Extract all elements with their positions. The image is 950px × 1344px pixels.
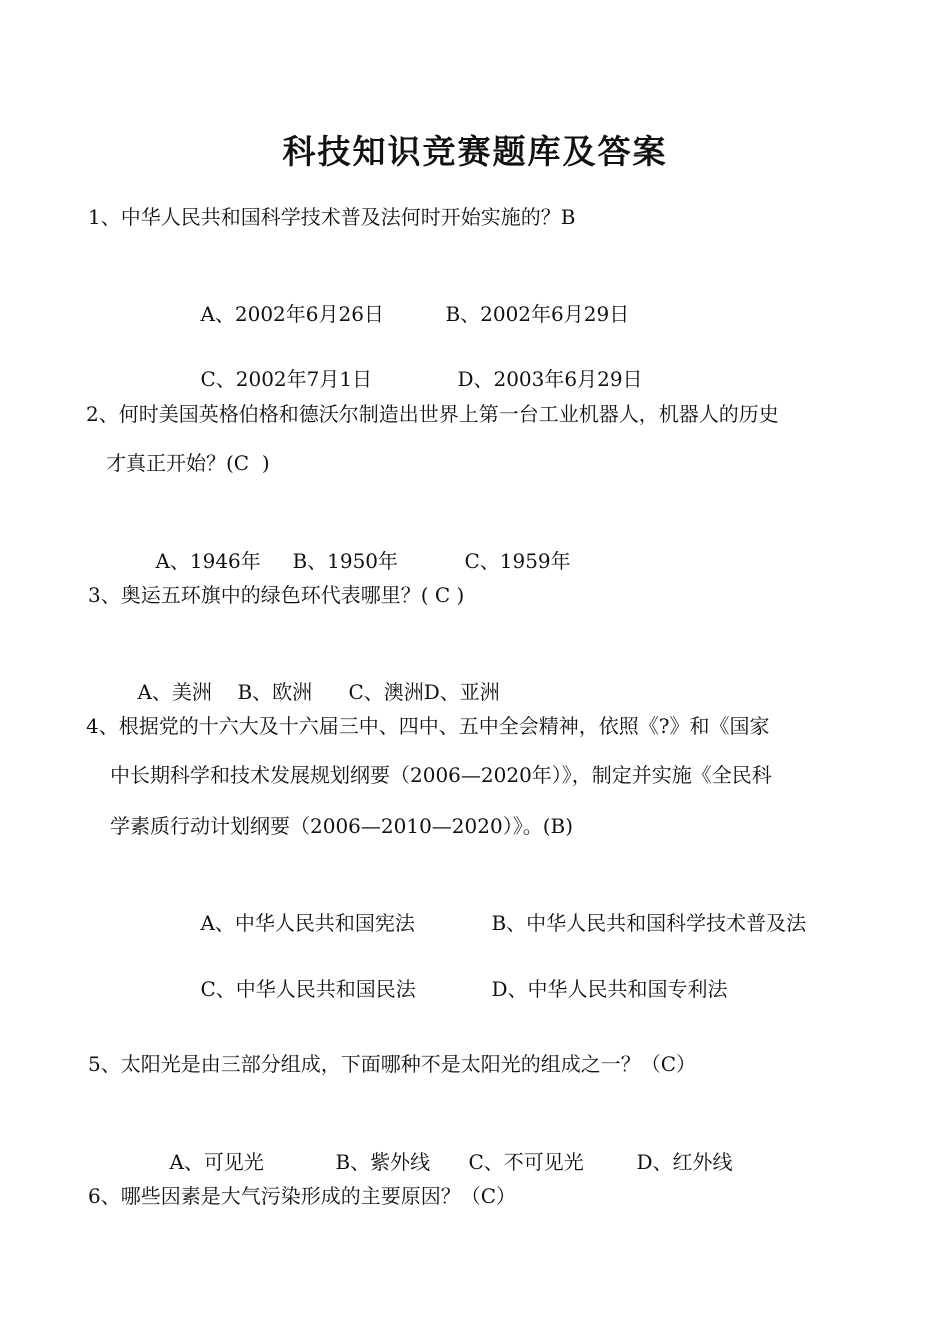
option-a: A、2002年6月26日 bbox=[200, 302, 384, 326]
option-c: C、2002年7月1日 bbox=[200, 367, 373, 391]
option-d: D、红外线 bbox=[636, 1150, 733, 1174]
question-4-text-line-1: 4、根据党的十六大及十六届三中、四中、五中全会精神，依照《?》和《国家 bbox=[86, 714, 770, 738]
option-c: C、不可见光 bbox=[468, 1150, 584, 1174]
option-c: C、1959年 bbox=[464, 549, 571, 573]
option-a: A、可见光 bbox=[169, 1150, 264, 1174]
option-a: A、1946年 bbox=[155, 549, 261, 573]
option-a: A、美洲 bbox=[137, 680, 212, 704]
option-c: C、中华人民共和国民法 bbox=[200, 977, 416, 1001]
question-4-options-row-2 bbox=[175, 941, 727, 1037]
question-2-text-line-1: 2、何时美国英格伯格和德沃尔制造出世界上第一台工业机器人，机器人的历史 bbox=[86, 402, 779, 426]
question-3-text: 3、奥运五环旗中的绿色环代表哪里？( C ) bbox=[88, 583, 465, 607]
option-b: B、中华人民共和国科学技术普及法 bbox=[491, 911, 807, 935]
option-b: B、2002年6月29日 bbox=[445, 302, 630, 326]
question-5-text: 5、太阳光是由三部分组成，下面哪种不是太阳光的组成之一？（C） bbox=[88, 1052, 697, 1076]
question-2-text-line-2: 才真正开始？(C ) bbox=[106, 451, 270, 475]
question-4-text-line-3: 学素质行动计划纲要（2006—2010—2020）》。(B) bbox=[110, 814, 573, 838]
question-4-text-line-2: 中长期科学和技术发展规划纲要（2006—2020年）》，制定并实施《全民科 bbox=[110, 763, 772, 787]
question-1-text: 1、中华人民共和国科学技术普及法何时开始实施的？B bbox=[88, 205, 576, 229]
option-b: B、欧洲 bbox=[237, 680, 313, 704]
option-a: A、中华人民共和国宪法 bbox=[200, 911, 415, 935]
option-d: D、中华人民共和国专利法 bbox=[491, 977, 728, 1001]
option-b: B、1950年 bbox=[292, 549, 399, 573]
option-b: B、紫外线 bbox=[335, 1150, 431, 1174]
option-c-d: C、澳洲D、亚洲 bbox=[348, 680, 500, 704]
question-6-text: 6、哪些因素是大气污染形成的主要原因？（C） bbox=[88, 1184, 517, 1208]
option-d: D、2003年6月29日 bbox=[457, 367, 643, 391]
page-title: 科技知识竞赛题库及答案 bbox=[282, 132, 668, 171]
